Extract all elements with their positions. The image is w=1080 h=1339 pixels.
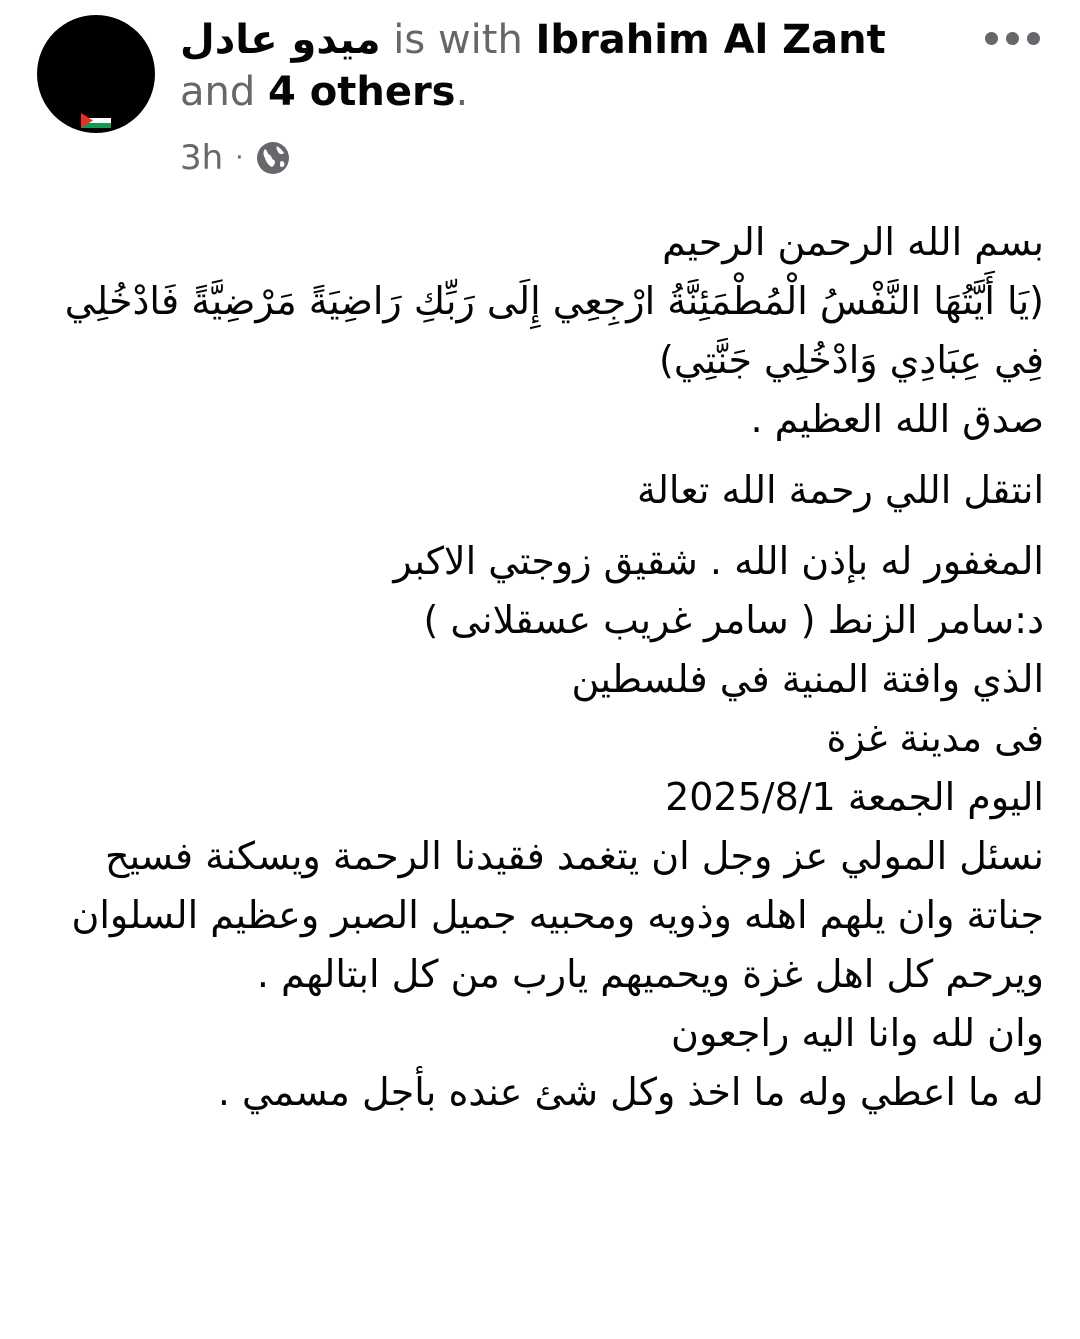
globe-icon[interactable] xyxy=(255,140,291,176)
post-line-8: فى مدينة غزة xyxy=(826,716,1044,760)
palestine-flag-icon xyxy=(81,113,111,128)
more-dot-3 xyxy=(1027,32,1040,45)
more-options-button[interactable] xyxy=(985,26,1055,50)
post-line-4: انتقل اللي رحمة الله تعالة xyxy=(636,468,1044,512)
author-name[interactable]: ميدو عادل xyxy=(180,17,381,63)
post-line-2: (يَا أَيَّتُهَا النَّفْسُ الْمُطْمَئِنَّةُ ارْجِعِي إِلَى رَبِّكِ رَاضِيَةً مَرْضِيَّةً فَادْخُلِي فِي عِبَادِي وَادْخُلِي جَنَّتِي) xyxy=(64,279,1044,382)
post-line-11: ويرحم كل اهل غزة ويحميهم يارب من كل ابتالهم . xyxy=(256,952,1044,996)
with-text: is with xyxy=(393,17,523,63)
more-dot-2 xyxy=(1006,32,1019,45)
header-period: . xyxy=(455,69,469,115)
post-line-10: نسئل المولي عز وجل ان يتغمد فقيدنا الرحمة ويسكنة فسيح جناتة وان يلهم اهله وذويه ومحبيه جميل الصبر وعظيم السلوان xyxy=(71,834,1044,937)
post-line-9: اليوم الجمعة 2025/8/1 xyxy=(665,775,1044,819)
more-dot-1 xyxy=(985,32,998,45)
post-meta xyxy=(180,138,291,178)
post-line-6: د:سامر الزنط ( سامر غريب عسقلانى ) xyxy=(423,598,1044,642)
post-line-13: له ما اعطي وله ما اخذ وكل شئ عنده بأجل مسمي . xyxy=(217,1070,1044,1114)
post-line-3: صدق الله العظيم . xyxy=(750,397,1044,441)
post-timestamp[interactable]: 3h xyxy=(180,138,224,178)
others-link[interactable]: 4 others xyxy=(267,69,456,115)
post-line-1: بسم الله الرحمن الرحيم xyxy=(662,220,1044,264)
post-line-7: الذي وافتة المنية في فلسطين xyxy=(571,657,1044,701)
tagged-person[interactable]: Ibrahim Al Zant xyxy=(535,17,886,63)
post-text xyxy=(30,213,1044,1122)
and-text: and xyxy=(180,69,256,115)
author-avatar[interactable] xyxy=(37,15,155,133)
post-line-5: المغفور له بإذن الله . شقيق زوجتي الاكبر xyxy=(393,539,1044,583)
post-line-12: وان لله وانا اليه راجعون xyxy=(671,1011,1044,1055)
meta-separator: · xyxy=(235,143,244,173)
post-header xyxy=(180,14,970,118)
